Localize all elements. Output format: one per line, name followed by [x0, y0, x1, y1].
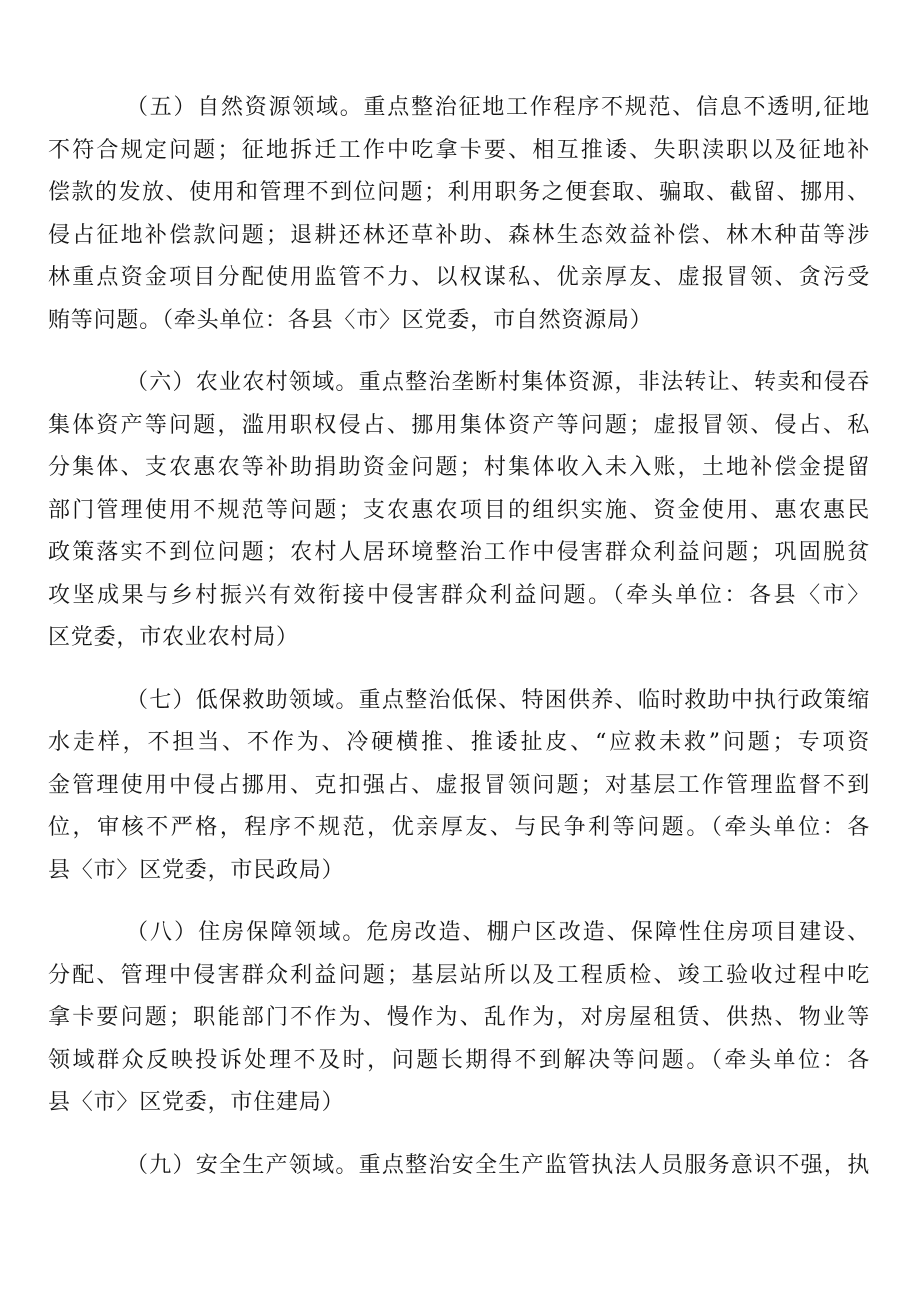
text-line: 不符合规定问题；征地拆迁工作中吃拿卡要、相互推诿、失职渎职以及征地补 [48, 137, 870, 163]
text-line: 侵占征地补偿款问题；退耕还林还草补助、森林生态效益补偿、林木种苗等涉 [48, 222, 870, 248]
text-line: 领域群众反映投诉处理不及时，问题长期得不到解决等问题。（牵头单位：各 [48, 1047, 870, 1073]
text-line: 集体资产等问题，滥用职权侵占、挪用集体资产等问题；虚报冒领、侵占、私 [48, 412, 870, 438]
text-line: 区党委，市农业农村局） [48, 625, 299, 650]
section-housing-security [48, 912, 870, 1125]
text-line: （九）安全生产领域。重点整治安全生产监管执法人员服务意识不强，执 [126, 1152, 870, 1178]
text-line: 县〈市〉区党委，市民政局） [48, 857, 345, 883]
section-natural-resources [48, 87, 870, 342]
section-work-safety [48, 1145, 870, 1188]
text-line: （七）低保救助领域。重点整治低保、特困供养、临时救助中执行政策缩 [126, 687, 870, 713]
text-line: 政策落实不到位问题；农村人居环境整治工作中侵害群众利益问题；巩固脱贫 [48, 540, 870, 565]
text-line: 分集体、支农惠农等补助捐助资金问题；村集体收入未入账，土地补偿金提留 [48, 455, 870, 480]
text-line: 金管理使用中侵占挪用、克扣强占、虚报冒领问题；对基层工作管理监督不到 [48, 772, 870, 798]
document-page [48, 87, 870, 1207]
section-subsistence-assistance [48, 680, 870, 893]
text-line: 贿等问题。（牵头单位：各县〈市〉区党委，市自然资源局） [48, 307, 653, 333]
text-line: 县〈市〉区党委，市住建局） [48, 1090, 345, 1115]
text-line: （六）农业农村领域。重点整治垄断村集体资源，非法转让、转卖和侵吞 [126, 370, 870, 395]
text-line: 水走样，不担当、不作为、冷硬横推、推诿扯皮、“应救未救”问题；专项资 [48, 730, 870, 755]
text-line: 分配、管理中侵害群众利益问题；基层站所以及工程质检、竣工验收过程中吃 [48, 962, 870, 988]
text-line: 部门管理使用不规范等问题；支农惠农项目的组织实施、资金使用、惠农惠民 [48, 497, 870, 523]
text-line: 偿款的发放、使用和管理不到位问题；利用职务之便套取、骗取、截留、挪用、 [48, 180, 870, 205]
text-line: 位，审核不严格，程序不规范，优亲厚友、与民争利等问题。（牵头单位：各 [48, 815, 870, 840]
text-line: 拿卡要问题；职能部门不作为、慢作为、乱作为，对房屋租赁、供热、物业等 [48, 1005, 870, 1030]
text-line: 林重点资金项目分配使用监管不力、以权谋私、优亲厚友、虚报冒领、贪污受 [48, 265, 870, 290]
section-agriculture-rural [48, 362, 870, 660]
text-line: 攻坚成果与乡村振兴有效衔接中侵害群众利益问题。（牵头单位：各县〈市〉 [48, 582, 870, 608]
text-line: （八）住房保障领域。危房改造、棚户区改造、保障性住房项目建设、 [126, 920, 870, 945]
text-line: （五）自然资源领域。重点整治征地工作程序不规范、信息不透明,征地 [126, 95, 870, 120]
